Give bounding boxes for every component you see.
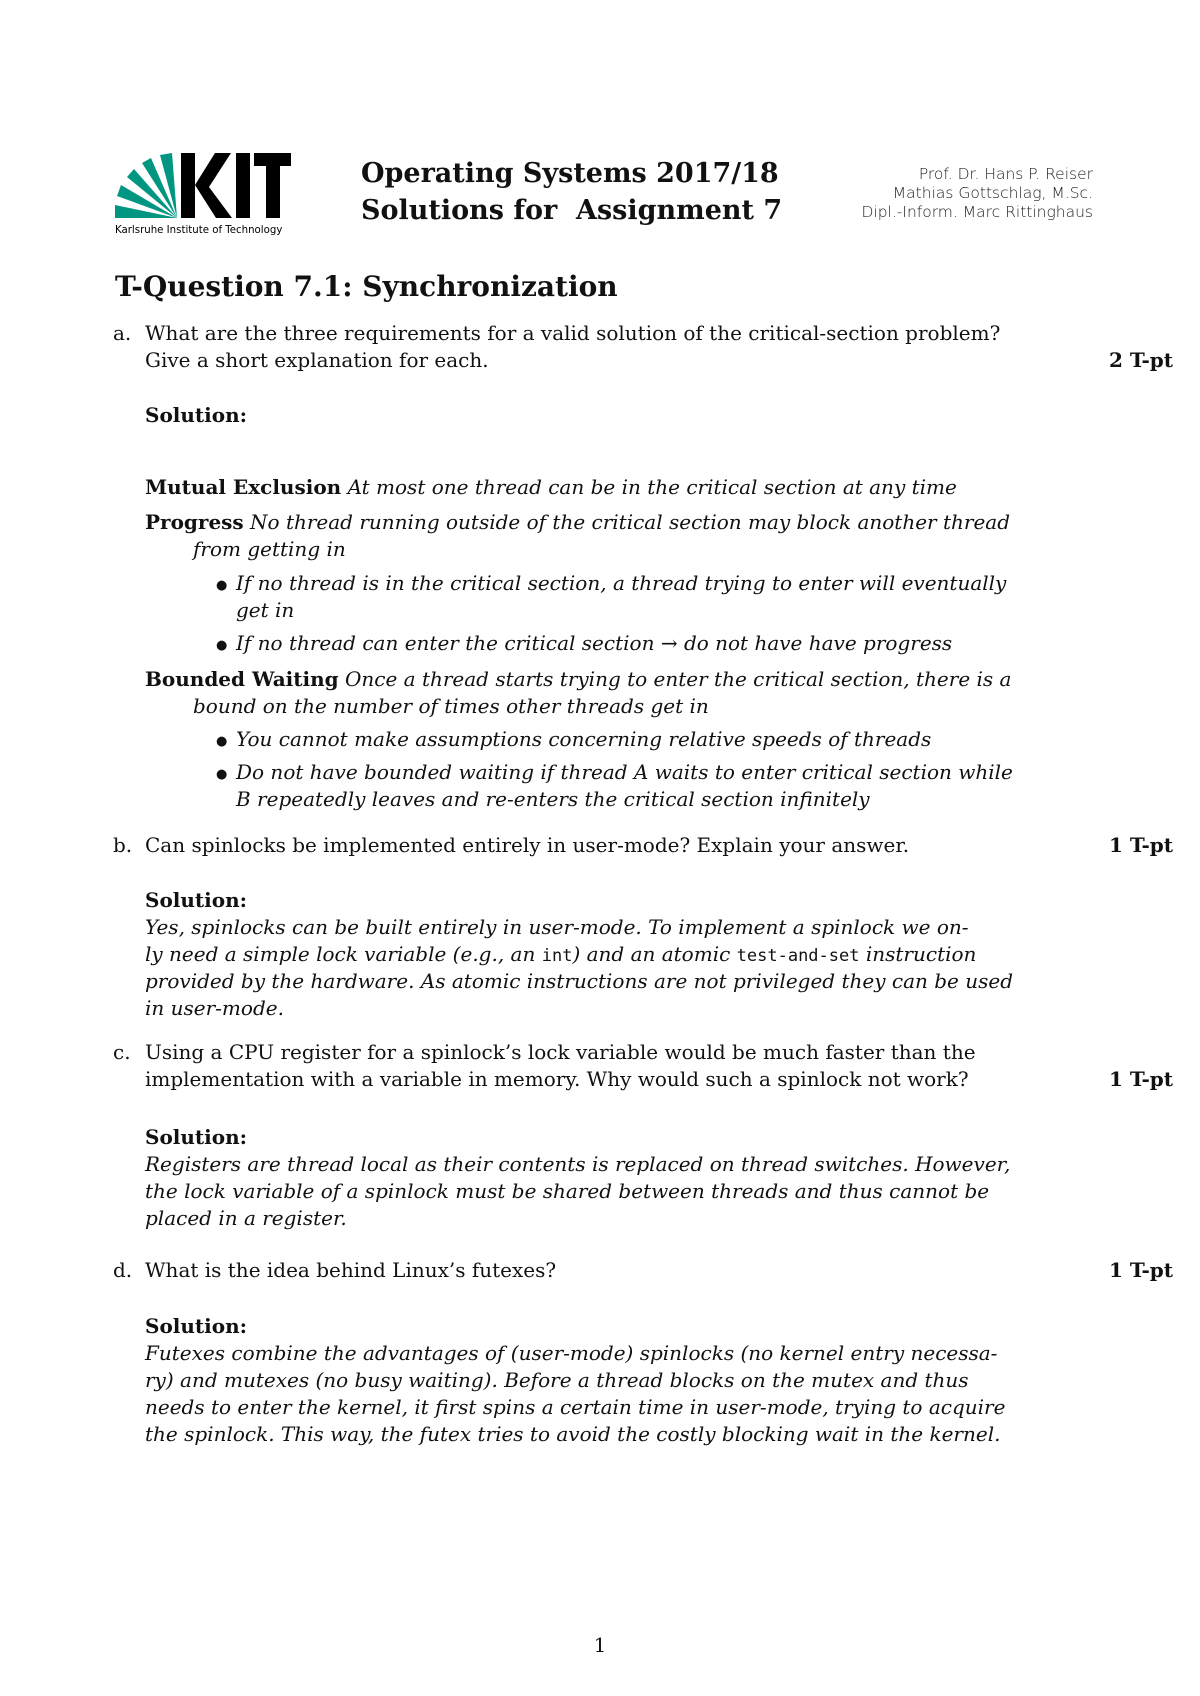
question-c-solution-line-1: Registers are thread local as their contents is replaced on thread switches. However, (145, 1152, 1011, 1176)
question-a-text-line-1: What are the three requirements for a valid solution of the critical-section problem? (145, 321, 1001, 345)
progress-item (145, 509, 1010, 536)
question-a-letter: a. (113, 321, 132, 345)
question-b-points: 1 T-pt (1109, 833, 1173, 857)
solution-text: instruction (859, 942, 977, 966)
bounded-waiting-item (145, 666, 1011, 693)
question-c-solution-label: Solution: (145, 1125, 248, 1149)
question-b-solution-line-1: Yes, spinlocks can be built entirely in user-mode. To implement a spinlock we on- (145, 915, 969, 939)
bounded-waiting-bullet-2-line-2: B repeatedly leaves and re-enters the critical section infinitely (236, 787, 870, 811)
question-c-solution-line-3: placed in a register. (145, 1206, 347, 1230)
question-d-points: 1 T-pt (1109, 1258, 1173, 1282)
progress-desc-line-2: from getting in (193, 537, 346, 561)
question-d-solution-line-2: ry) and mutexes (no busy waiting). Before a thread blocks on the mutex and thus (145, 1368, 969, 1392)
bounded-waiting-desc-line-2: bound on the number of times other threads get in (193, 694, 709, 718)
author-1: Prof. Dr. Hans P. Reiser (918, 165, 1093, 183)
question-c-solution-line-2: the lock variable of a spinlock must be shared between threads and thus cannot be (145, 1179, 990, 1203)
code-test-and-set: test-and-set (736, 946, 860, 966)
mutual-exclusion-term: Mutual Exclusion (145, 475, 342, 499)
bullet-icon: ● (216, 578, 228, 593)
kit-logo-graphic (115, 152, 291, 236)
question-b-letter: b. (113, 833, 133, 857)
progress-bullet-2-post: do not have have progress (683, 631, 953, 655)
question-d-letter: d. (113, 1258, 133, 1282)
bullet-icon: ● (216, 734, 228, 749)
progress-bullet-2-pre: If no thread can enter the critical section (236, 631, 655, 655)
question-c-points: 1 T-pt (1109, 1067, 1173, 1091)
question-a-solution-label: Solution: (145, 403, 248, 427)
bounded-waiting-bullet-2-line-1: Do not have bounded waiting if thread A waits to enter critical section while (236, 760, 1013, 784)
logo-caption: Karlsruhe Institute of Technology (115, 225, 283, 236)
progress-bullet-2 (236, 630, 952, 657)
question-b-solution-line-3: provided by the hardware. As atomic instructions are not privileged they can be used (145, 969, 1014, 993)
page-number: 1 (593, 1633, 607, 1657)
progress-bullet-1-line-2: get in (236, 598, 295, 622)
bounded-waiting-desc-line-1: Once a thread starts trying to enter the critical section, there is a (344, 667, 1012, 691)
question-d-solution-line-4: the spinlock. This way, the futex tries to avoid the costly blocking wait in the kernel. (145, 1422, 1001, 1446)
bullet-icon: ● (216, 638, 228, 653)
mutual-exclusion-item (145, 474, 957, 501)
progress-bullet-1-line-1: If no thread is in the critical section, a thread trying to enter will eventually (236, 571, 1007, 595)
progress-term: Progress (145, 510, 244, 534)
question-c-letter: c. (113, 1040, 131, 1064)
question-b-solution-label: Solution: (145, 888, 248, 912)
question-d-solution-line-3: needs to enter the kernel, it first spins a certain time in user-mode, trying to acquire (145, 1395, 1006, 1419)
code-int: int (541, 946, 573, 966)
bounded-waiting-bullet-1: You cannot make assumptions concerning relative speeds of threads (236, 727, 932, 751)
progress-desc-line-1: No thread running outside of the critical section may block another thread (250, 510, 1011, 534)
section-heading: T-Question 7.1: Synchronization (115, 270, 618, 303)
question-d-solution-line-1: Futexes combine the advantages of (user-mode) spinlocks (no kernel entry necessa- (145, 1341, 998, 1365)
bullet-icon: ● (216, 767, 228, 782)
question-b-solution-line-4: in user-mode. (145, 996, 284, 1020)
solution-text: ly need a simple lock variable (e.g., an (145, 942, 542, 966)
document-title (361, 155, 782, 229)
author-list (861, 165, 1093, 222)
question-b-solution-line-2 (145, 941, 1045, 970)
author-3: Dipl.-Inform. Marc Rittinghaus (861, 203, 1093, 221)
question-a-points: 2 T-pt (1109, 348, 1173, 372)
question-d-solution-label: Solution: (145, 1314, 248, 1338)
right-arrow-icon: → (660, 631, 678, 655)
mutual-exclusion-desc: At most one thread can be in the critical section at any time (347, 475, 957, 499)
question-d-text: What is the idea behind Linux’s futexes? (145, 1258, 557, 1282)
title-line-2: Solutions for Assignment 7 (361, 195, 783, 226)
question-a-text-line-2: Give a short explanation for each. (145, 348, 489, 372)
question-c-text-line-2: implementation with a variable in memory. Why would such a spinlock not work? (145, 1067, 969, 1091)
author-2: Mathias Gottschlag, M.Sc. (892, 184, 1093, 202)
solution-text: ) and an atomic (572, 942, 737, 966)
question-c-text-line-1: Using a CPU register for a spinlock’s lock variable would be much faster than the (145, 1040, 976, 1064)
question-b-text: Can spinlocks be implemented entirely in user-mode? Explain your answer. (145, 833, 910, 857)
bounded-waiting-term: Bounded Waiting (145, 667, 339, 691)
kit-logo (115, 152, 291, 236)
title-line-1: Operating Systems 2017/18 (361, 158, 779, 189)
